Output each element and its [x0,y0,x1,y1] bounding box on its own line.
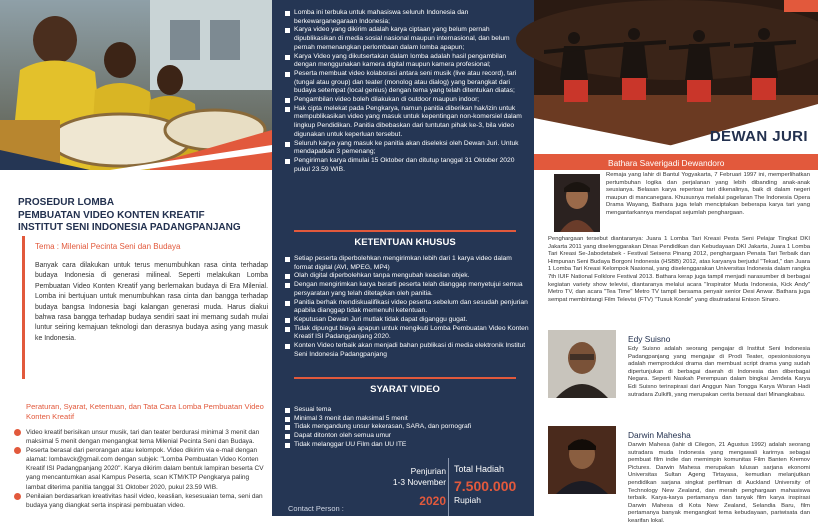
item-text: Hak cipta melekat pada Pengkarya, namun panitia diberikan hak/izin untuk mempublikasikan video yang masuk untuk kepentingan non-komersiel dalam lingkup Pendidikan. Panitia dibebaskan dari tuntutan pihak ke-3, bila video digunakan untuk keperluan tersebut. [294,104,522,138]
list-item [284,272,530,281]
rules-title: Peraturan, Syarat, Ketentuan, dan Tata Cara Lomba Pembuatan Video Konten Kreatif [26,402,264,421]
item-text: Peserta membuat video kolaborasi antara seni musik (live atau record), tari (tungal atau group) dan teater (monolog atau dialog) yang berangkat dari budaya setempat (local genius) dengan tema yang telah ditentukan diatas; [294,69,517,95]
bullet-icon [285,443,290,448]
bullet-icon [285,417,290,422]
list-item [284,325,530,342]
bullet-icon [14,493,21,500]
list-item [284,53,530,70]
list-item [284,9,530,26]
judge-name-3: Darwin Mahesha [628,430,691,440]
bullet-icon [285,434,290,439]
judge-name-2: Edy Suisno [628,334,671,344]
list-item [284,441,530,450]
list-item [14,428,269,446]
list-item [284,342,530,359]
bullet-icon [14,447,21,454]
list-item [284,316,530,325]
item-text: Konten Video terbaik akan menjadi bahan publikasi di media elektronik Institut Seni Indonesia Padangpanjang [294,342,526,358]
bullet-icon [285,283,290,288]
judge-bio-3: Darwin Mahesa (lahir di Cilegon, 21 Agustus 1992) adalah seorang sutradara muda Indonesia yang mengawali karirnya sebagai pembuat film indie dan memimpin komunitas Film Banten Kremov Pictures. Darwin Mahesa merupakan lulusan sarjana ekonomi Universitas Sultan Ageng Tirtayasa, kemudian melanjutkan pendidikan sarjana singkat perfilman di Auckland University of Technology New Zealand, dan meraih penghargaan mahasiswa terbaik. Karya-karya pertamanya dan tanyak film karya inspirasi Darwin Mahesa di Kota New Zealand, Selandia Baru, film pertamanya banyak mengangkat tema kebudayaan, pariwisata dan kearifan lokal. [628,442,810,524]
list-item [284,105,530,140]
prize-amount: 7.500.000 [454,478,517,494]
list-item [284,96,530,105]
list-item [284,140,530,157]
item-text: Tidak mengandung unsur kekerasan, SARA, dan pornografi [294,423,472,431]
item-text: Panitia berhak mendiskualifikasi video peserta sebelum dan sesudah penjurian apabila dianggap tidak memenuhi ketentuan. [294,298,528,315]
item-text: Karya video yang dikirim adalah karya ciptaan yang belum pernah dipublikasikan di media sosial nasional maupun internasional, dan belum pernah memenangkan perlombaan dalam lomba apapun; [294,26,510,51]
item-text: Seluruh karya yang masuk ke panitia akan diseleksi oleh Dewan Juri. Untuk mendapatkan 3 pemenang; [294,139,519,156]
item-text: Sesuai tema [294,406,332,413]
list-item [284,281,530,298]
syarat-heading: SYARAT VIDEO [294,377,516,390]
list-item [14,446,269,491]
item-text: Tidak melanggar UU Film dan UU ITE [294,440,407,448]
bullet-icon [285,98,290,103]
bullet-icon [285,318,290,323]
bullet-icon [285,327,290,332]
rule-text: Peserta berasal dari perorangan atau kelompok. Video dikirim via e-mail dengan alamat: lombavck@gmail.com dengan subjek: "Lomba Pembuatan Video Konten Kreatif ISI Padangpanjang 2020". Karya dikirim dalam bentuk lampiran beserta CV yang mencantumkan asal Kampus Peserta, scan KTM/KTP Pengkarya paling lambat diterima panitia tanggal 31 Oktober 2020, pukul 23.59 WIB. [26,447,264,491]
contact-person-label: Contact Person : [288,504,344,513]
bullet-icon [285,344,290,349]
bullet-icon [285,55,290,60]
rule-text: Video kreatif berisikan unsur musik, tari dan teater berdurasi minimal 3 menit dan maksimal 5 menit dengan mengangkat tema Milenial Pecinta Seni dan Budaya. [26,429,260,446]
judge-bio-1b: Penghargaan tersebut diantaranya: Juara 1 Lomba Tari Kreasi Pesta Seni Pelajar Tingkat DKI Jakarta 2011 yang diselenggarakan Dinas Pendidikan dan Kebudayaan DKI Jakarta, Juara 1 Lomba Tari Kreasi Se-Jabodetabek - Festival Seisens Pinang 2012, penghargaan Penata Tari Terbaik dan Himpunan Seni Budaya Borgoni Indonesia (HSBB) 2012, atas karyanya berjudul "Tekad," dan Juara 1 Lomba Tari Kreasi Kelompok Nasional, yang diselenggarakan Universitas Indonesia dalam rangka 7th IUIF National Folklore Festival 2013. Bathara kerap juga tampil menjadi narasumber di berbagai kegiatan variety show televisi, diantaranya melalui acara "Inspirator Muda Indonesia, Kick Andy" Metro TV, dan acara "Tea Time" Metro TV tampil bersama penyair senior Desi Anwar. Bathara juga sempat membintangi Film Televisi (FTV) "Tusuk Konde" yang disutradarai Enison Sinaro. [548,236,810,303]
bullet-icon [285,301,290,306]
rules-list [14,428,269,510]
list-item [284,26,530,52]
list-item [284,432,530,441]
item-text: Lomba ini terbuka untuk mahasiswa seluruh Indonesia dan berkewarganegaraan Indonesia; [294,9,469,25]
list-item [284,299,530,316]
bullet-icon [285,274,290,279]
judge-bio-1: Remaja yang lahir di Bantul Yogyakarta, 7 Februari 1997 ini, memperlihatkan pertumbuhan logika dan perjalanan yang lebih dibanding anak-anak seusianya. Belasan karya repertoar tari dikenalinya, baik di dalam negeri maupun di mancanegara. Khususnya melalui pagelaran The Indonesia Opera Drama Wayang, Bathara juga telah menciptakan beberapa karya tari yang mengantarkannya mendapat sejumlah penghargaan. [606,172,810,216]
prize-block [454,464,532,505]
judging-dates: 1-3 November [392,477,446,487]
title-line: PEMBUATAN VIDEO KONTEN KREATIF [18,209,205,221]
list-item [284,157,530,174]
judge-photo-1 [554,174,600,232]
drummers-photo [0,0,272,170]
bullet-icon [285,159,290,164]
title-line: INSTITUT SENI INDONESIA PADANGPANJANG [18,222,241,233]
bullet-icon [285,11,290,16]
item-text: Karya Video yang dikutsertakan dalam lomba adalah hasil pengambilan dengan menggunakan kamera digital maupun kamera profesional; [294,52,507,69]
bullet-icon [285,425,290,430]
jury-heading: DEWAN JURI [709,128,808,145]
bullet-icon [285,28,290,33]
right-panel [534,0,818,524]
bullet-icon [285,107,290,112]
judging-date [362,466,446,488]
syarat-list [284,406,530,450]
list-item [284,415,530,424]
item-text: Pengiriman karya dimulai 15 Oktober dan ditutup tanggal 31 Oktober 2020 pukul 23.59 WIB. [294,156,515,173]
list-item [284,255,530,272]
bullet-icon [285,72,290,77]
theme-body: Banyak cara dilakukan untuk terus menumbuhkan rasa cinta terhadap budaya Indonesia di generasi milineal. Seperti melakukan Lomba Pembuatan Video Konten Kreatif yang berlemakan budaya di Era Milenial. Lomba ini bertujuan untuk menumbuhkan rasa cinta dan bangga terhadap budaya bangsa Indonesia bagi kalangan generasi muda. Harus diakui bahwa rasa bangga terhadap budaya sendiri saat ini memang sudah mulai luntur seiring kemajuan teknologi dan derasnya budaya asing yang masuk ke Indonesia. [35,262,268,342]
prize-unit: Rupiah [454,495,481,505]
item-text: Olah digital diperbolehkan tanpa mengubah keaslian objek. [294,272,470,280]
item-text: Dengan mengirimkan karya berarti peserta telah dianggap menyetujui semua persyaratan yang telah ditetapkan oleh panitia. [294,281,523,297]
judging-year: 2020 [419,494,446,508]
theme-title: Tema : Milenial Pecinta Seni dan Budaya [35,242,181,251]
middle-panel [272,0,534,516]
left-panel [0,0,272,516]
list-item [284,423,530,432]
item-text: Pengambilan video boleh dilakukan di outdoor maupun indoor; [294,96,480,104]
divider [448,458,449,516]
judge-photo-2 [548,330,616,398]
list-item [14,492,269,510]
item-text: Tidak dipungut biaya apapun untuk mengikuti Lomba Pembuatan Video Konten Kreatif ISI Padangpanjang 2020. [294,324,529,341]
judge-name-1: Bathara Saverigadi Dewandoro [608,158,725,168]
list-item [284,406,530,415]
prize-label: Total Hadiah [454,464,505,474]
item-text: Minimal 3 menit dan maksimal 5 menit [294,414,408,422]
rule-text: Penilaian berdasarkan kreativitas hasil video, keaslian, kesesuaian tema, seni dan budaya yang diangkat serta inspirasi pembuatan video. [26,492,263,509]
general-rules-list [284,9,530,174]
ketentuan-list [284,255,530,359]
bullet-icon [285,257,290,262]
item-text: Setiap peserta diperbolehkan mengirimkan lebih dari 1 karya video dalam format digital (AVI, MPEG, MP4) [294,255,512,271]
title-line: PROSEDUR LOMBA [18,197,115,208]
judging-label: Penjurian [410,466,446,476]
theme-box [22,236,268,379]
judge-bio-2: Edy Suisno adalah seorang pengajar di Institut Seni Indonesia Padangpanjang yang mengajar di Prodi Teater, opesionissionya adalah memproduksi drama dan membuat script drama yang sudah dipertunjukan di berbagai daerah di Indonesia dan diberbagai Negara. Seperti Naskah Perempuan dalam bingkai Jendela Karya Edi Suisno terinspirasi dari Anggun Nan Tongga Karya Wisran Hadi sutradara Zulkifli, yang merupakan cerita berasal dari Minangkabau. [628,346,810,398]
bullet-icon [285,142,290,147]
bullet-icon [285,408,290,413]
item-text: Dapat ditonton oleh semua umur [294,432,392,440]
item-text: Keputusan Dewan Juri mutlak tidak dapat diganggu gugat. [294,315,468,323]
bullet-icon [14,429,21,436]
ketentuan-heading: KETENTUAN KHUSUS [294,230,516,243]
judge-photo-3 [548,426,616,494]
competition-title [18,197,268,235]
list-item [284,70,530,96]
